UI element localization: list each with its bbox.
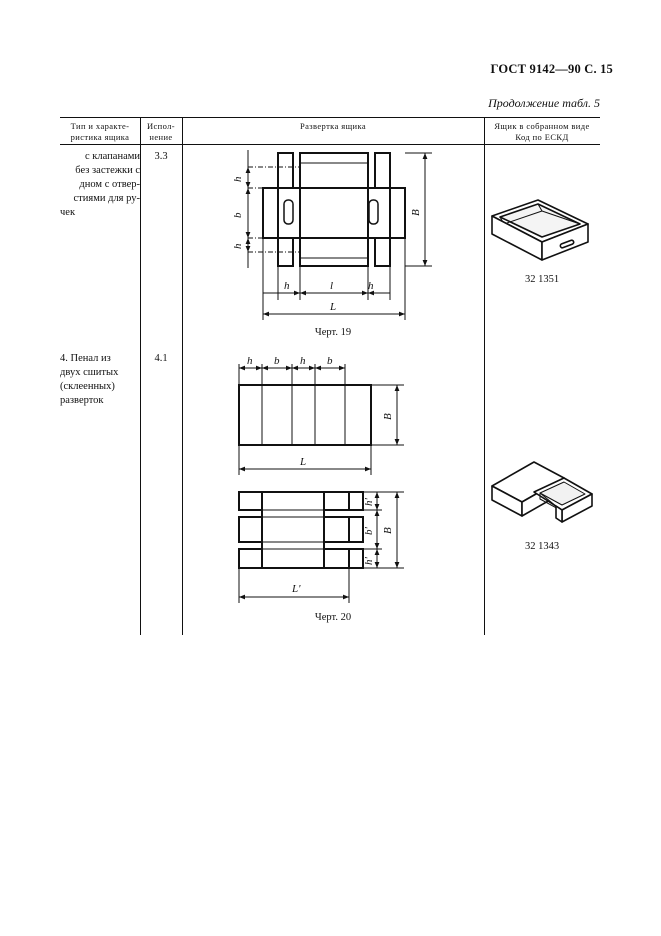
dim-label-b: b [327,355,333,367]
row-3-3-type-line: без застежки с [75,165,140,176]
dim-label-B: B [382,527,394,534]
tray-flap-tl [239,492,262,510]
dim-label-l: l [330,280,334,292]
dim-label-b: b [232,212,244,218]
row-3-3-execution: 3.3 [154,151,168,162]
col-header-type-line2: ристика ящика [70,132,130,142]
dim-label-h: h [232,243,244,249]
esk-code-321343: 32 1343 [524,541,560,552]
col-header-unfold: Развертка ящика [299,121,367,131]
col-header-execution-line1: Испол- [146,121,176,131]
col-header-assembled-line2: Код по ЕСКД [515,132,569,142]
dim-label-B: B [382,413,394,420]
dim-label-h: h [300,355,306,367]
dim-label-h: h [368,280,374,292]
row-3-3-type-line: с клапанами [85,151,140,162]
assembled-pencil-case [484,450,600,540]
dim-label-h: h [247,355,253,367]
sleeve-unfold [239,385,371,445]
row-4-1-execution: 4.1 [154,353,168,364]
dim-label-L-prime: L' [292,583,301,595]
dim-label-h-prime: h' [363,557,375,565]
tray-end-right [324,517,349,542]
drawing-caption-20: Черт. 20 [314,612,352,623]
dim-label-h: h [232,176,244,182]
row-4-1-type-line: двух сшитых [60,367,119,378]
row-4-1-type-line: (склеенных) [60,381,115,392]
col-header-assembled-line1: Ящик в собранном виде [494,121,590,131]
dim-label-B: B [410,209,422,216]
dim-label-L: L [300,456,307,468]
dim-label-h: h [284,280,290,292]
tray-flap-bl [239,549,262,568]
tray-end-left [239,517,262,542]
tray-flap-tr [324,492,349,510]
tray-flap-br [324,549,349,568]
dim-label-h-prime: h' [363,498,375,506]
standard-header: ГОСТ 9142—90 С. 15 [490,62,613,76]
assembled-tray-with-handles [484,190,600,270]
row-4-1-type-line: 4. Пенал из [60,353,111,364]
esk-code-321351: 32 1351 [524,274,560,285]
dim-label-b-prime: b' [363,527,375,535]
table-continuation-label: Продолжение табл. 5 [488,96,600,110]
row-4-1-type-line: разверток [60,395,104,406]
row-3-3-type-line: чек [60,207,76,218]
row-3-3-type-line: дном с отвер- [79,179,140,190]
dim-label-L: L [330,301,337,313]
col-header-type-line1: Тип и характе- [70,121,130,131]
tray-bottom-panel [262,492,324,568]
row-3-3-type-line: стиями для ру- [73,193,140,204]
drawing-caption-19: Черт. 19 [314,327,352,338]
col-header-execution-line2: нение [149,132,173,142]
dim-label-b: b [274,355,280,367]
